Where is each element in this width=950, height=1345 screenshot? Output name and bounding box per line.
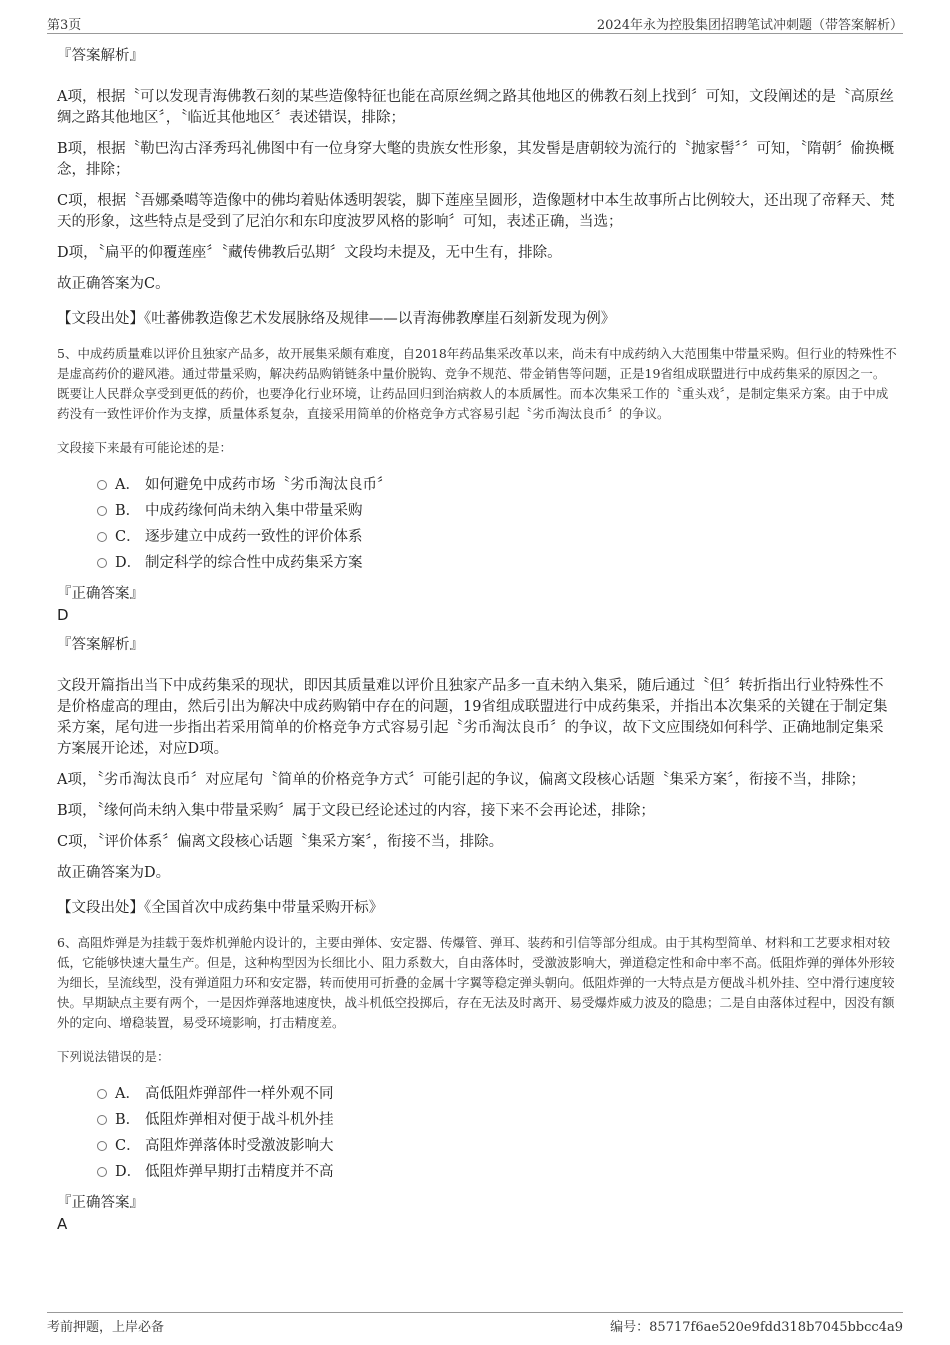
q5-stem: 5、中成药质量难以评价且独家产品多，故开展集采颇有难度，自2018年药品集采改革以来，尚未有中成药纳入大范围集中带量采购。但行业的特殊性不是虚高药价的避风港。通过带量采购，解决药品购销链条中量价脱钩、竞争不规范、带金销售等问题，正是19省组成联盟进行中成药集采的原因之一。既要让人民群众享受到更低的药价，也要净化行业环境，让药品回归到治病救人的本质属性。而本次集采工作的〝重头戏〞，是制定集采方案。由于中成药没有一致性评价作为支撑，质量体系复杂，直接采用简单的价格竞争方式容易引起〝劣币淘汰良币〞的争议。 xyxy=(57,346,897,421)
q6-option-d[interactable] xyxy=(97,1157,897,1183)
page-footer xyxy=(47,1312,903,1336)
footer-slogan: 考前押题，上岸必备 xyxy=(47,1320,165,1335)
option-text: 如何避免中成药市场〝劣币淘汰良币〞 xyxy=(145,476,392,493)
option-letter: D． xyxy=(115,554,142,571)
q5-analysis-para: 文段开篇指出当下中成药集采的现状，即因其质量难以评价且独家产品多一直未纳入集采，随后通过〝但〞转折指出行业特殊性不是价格虚高的理由，然后引出为解决中成药购销中存在的问题，19省组成联盟进行中成药集采，并指出本次集采的关键在于制定集采方案，尾句进一步指出若采用简单的价格竞争方式容易引起〝劣币淘汰良币〞的争议，故下文应围绕如何科学、正确地制定集采方案展开论述，对应D项。 xyxy=(57,678,888,757)
document-body xyxy=(57,46,897,1234)
q5-prompt: 文段接下来最有可能论述的是： xyxy=(57,440,233,455)
q4-source: 【文段出处】《吐蕃佛教造像艺术发展脉络及规律——以青海佛教摩崖石刻新发现为例》 xyxy=(57,311,616,327)
q5-analysis-para: C项，〝评价体系〞偏离文段核心话题〝集采方案〞，衔接不当，排除。 xyxy=(57,834,504,850)
option-letter: B． xyxy=(115,502,141,519)
q5-option-d[interactable] xyxy=(97,548,897,574)
q5-conclusion: 故正确答案为D。 xyxy=(57,865,171,881)
radio-button-icon[interactable] xyxy=(97,558,107,568)
document-id: 编号：85717f6ae520e9fdd318b7045bbcc4a9 xyxy=(610,1320,903,1335)
radio-button-icon[interactable] xyxy=(97,506,107,516)
option-text: 逐步建立中成药一致性的评价体系 xyxy=(145,528,363,545)
q5-analysis-heading: 『答案解析』 xyxy=(57,637,144,653)
option-text: 高阻炸弹落体时受激波影响大 xyxy=(145,1137,334,1154)
document-title: 2024年永为控股集团招聘笔试冲刺题（带答案解析） xyxy=(596,18,903,33)
radio-button-icon[interactable] xyxy=(97,1141,107,1151)
q5-source: 【文段出处】《全国首次中成药集中带量采购开标》 xyxy=(57,900,384,916)
page-header xyxy=(47,12,903,34)
q4-analysis-para: D项，〝扁平的仰覆莲座〞〝藏传佛教后弘期〞文段均未提及，无中生有，排除。 xyxy=(57,245,562,261)
option-text: 高低阻炸弹部件一样外观不同 xyxy=(145,1085,334,1102)
q6-option-c[interactable] xyxy=(97,1131,897,1157)
option-text: 低阻炸弹相对便于战斗机外挂 xyxy=(145,1111,334,1128)
radio-button-icon[interactable] xyxy=(97,480,107,490)
option-letter: D． xyxy=(115,1163,142,1180)
radio-button-icon[interactable] xyxy=(97,1167,107,1177)
q5-answer: D xyxy=(57,606,69,624)
option-letter: A． xyxy=(115,476,140,493)
q6-prompt: 下列说法错误的是： xyxy=(57,1049,170,1064)
q5-analysis-para: B项，〝缘何尚未纳入集中带量采购〞属于文段已经论述过的内容，接下来不会再论述，排除； xyxy=(57,803,655,819)
q5-option-a[interactable] xyxy=(97,470,897,496)
option-letter: C． xyxy=(115,528,141,545)
option-text: 中成药缘何尚未纳入集中带量采购 xyxy=(145,502,363,519)
radio-button-icon[interactable] xyxy=(97,532,107,542)
q6-answer: A xyxy=(57,1215,68,1233)
q4-analysis-heading: 『答案解析』 xyxy=(57,48,144,64)
q6-option-b[interactable] xyxy=(97,1105,897,1131)
option-letter: C． xyxy=(115,1137,141,1154)
option-letter: B． xyxy=(115,1111,141,1128)
q6-options xyxy=(97,1079,897,1183)
radio-button-icon[interactable] xyxy=(97,1089,107,1099)
q6-option-a[interactable] xyxy=(97,1079,897,1105)
q6-stem: 6、高阻炸弹是为挂载于轰炸机弹舱内设计的，主要由弹体、安定器、传爆管、弹耳、装药和引信等部分组成。由于其构型简单、材料和工艺要求相对较低，它能够快速大量生产。但是，这种构型因为长细比小、阻力系数大，自由落体时，受激波影响大，弹道稳定性和命中率不高。低阻炸弹的弹体外形较为细长，呈流线型，没有弹道阻力环和安定器，转而使用可折叠的金属十字翼等稳定弹头朝向。低阻炸弹的一大特点是方便战斗机外挂、空中滑行速度较快。早期缺点主要有两个，一是因炸弹落地速度快，战斗机低空投掷后，存在无法及时离开、易受爆炸威力波及的隐患；二是自由落体过程中，因没有额外的定向、增稳装置，易受环境影响，打击精度差。 xyxy=(57,935,895,1030)
radio-button-icon[interactable] xyxy=(97,1115,107,1125)
q5-answer-heading: 『正确答案』 xyxy=(57,586,144,602)
q4-analysis-para: C项，根据〝吾娜桑噶等造像中的佛均着贴体透明袈裟，脚下莲座呈圆形，造像题材中本生故事所占比例较大，还出现了帝释天、梵天的形象，这些特点是受到了尼泊尔和东印度波罗风格的影响〞可知，表述正确，当选； xyxy=(57,193,895,230)
q5-option-c[interactable] xyxy=(97,522,897,548)
option-text: 制定科学的综合性中成药集采方案 xyxy=(145,554,363,571)
page-number: 第3页 xyxy=(47,18,82,33)
q6-answer-heading: 『正确答案』 xyxy=(57,1195,144,1211)
q4-analysis-para: A项，根据〝可以发现青海佛教石刻的某些造像特征也能在高原丝绸之路其他地区的佛教石刻上找到〞可知，文段阐述的是〝高原丝绸之路其他地区〞，〝临近其他地区〞表述错误，排除； xyxy=(57,89,894,126)
option-text: 低阻炸弹早期打击精度并不高 xyxy=(145,1163,334,1180)
q5-options xyxy=(97,470,897,574)
q4-conclusion: 故正确答案为C。 xyxy=(57,276,170,292)
q5-option-b[interactable] xyxy=(97,496,897,522)
option-letter: A． xyxy=(115,1085,140,1102)
q5-analysis-para: A项，〝劣币淘汰良币〞对应尾句〝简单的价格竞争方式〞可能引起的争议，偏离文段核心话题〝集采方案〞，衔接不当，排除； xyxy=(57,772,865,788)
q4-analysis-para: B项，根据〝勒巴沟古泽秀玛礼佛图中有一位身穿大氅的贵族女性形象，其发髻是唐朝较为流行的〝抛家髻〞〞可知，〝隋朝〞偷换概念，排除； xyxy=(57,141,895,178)
